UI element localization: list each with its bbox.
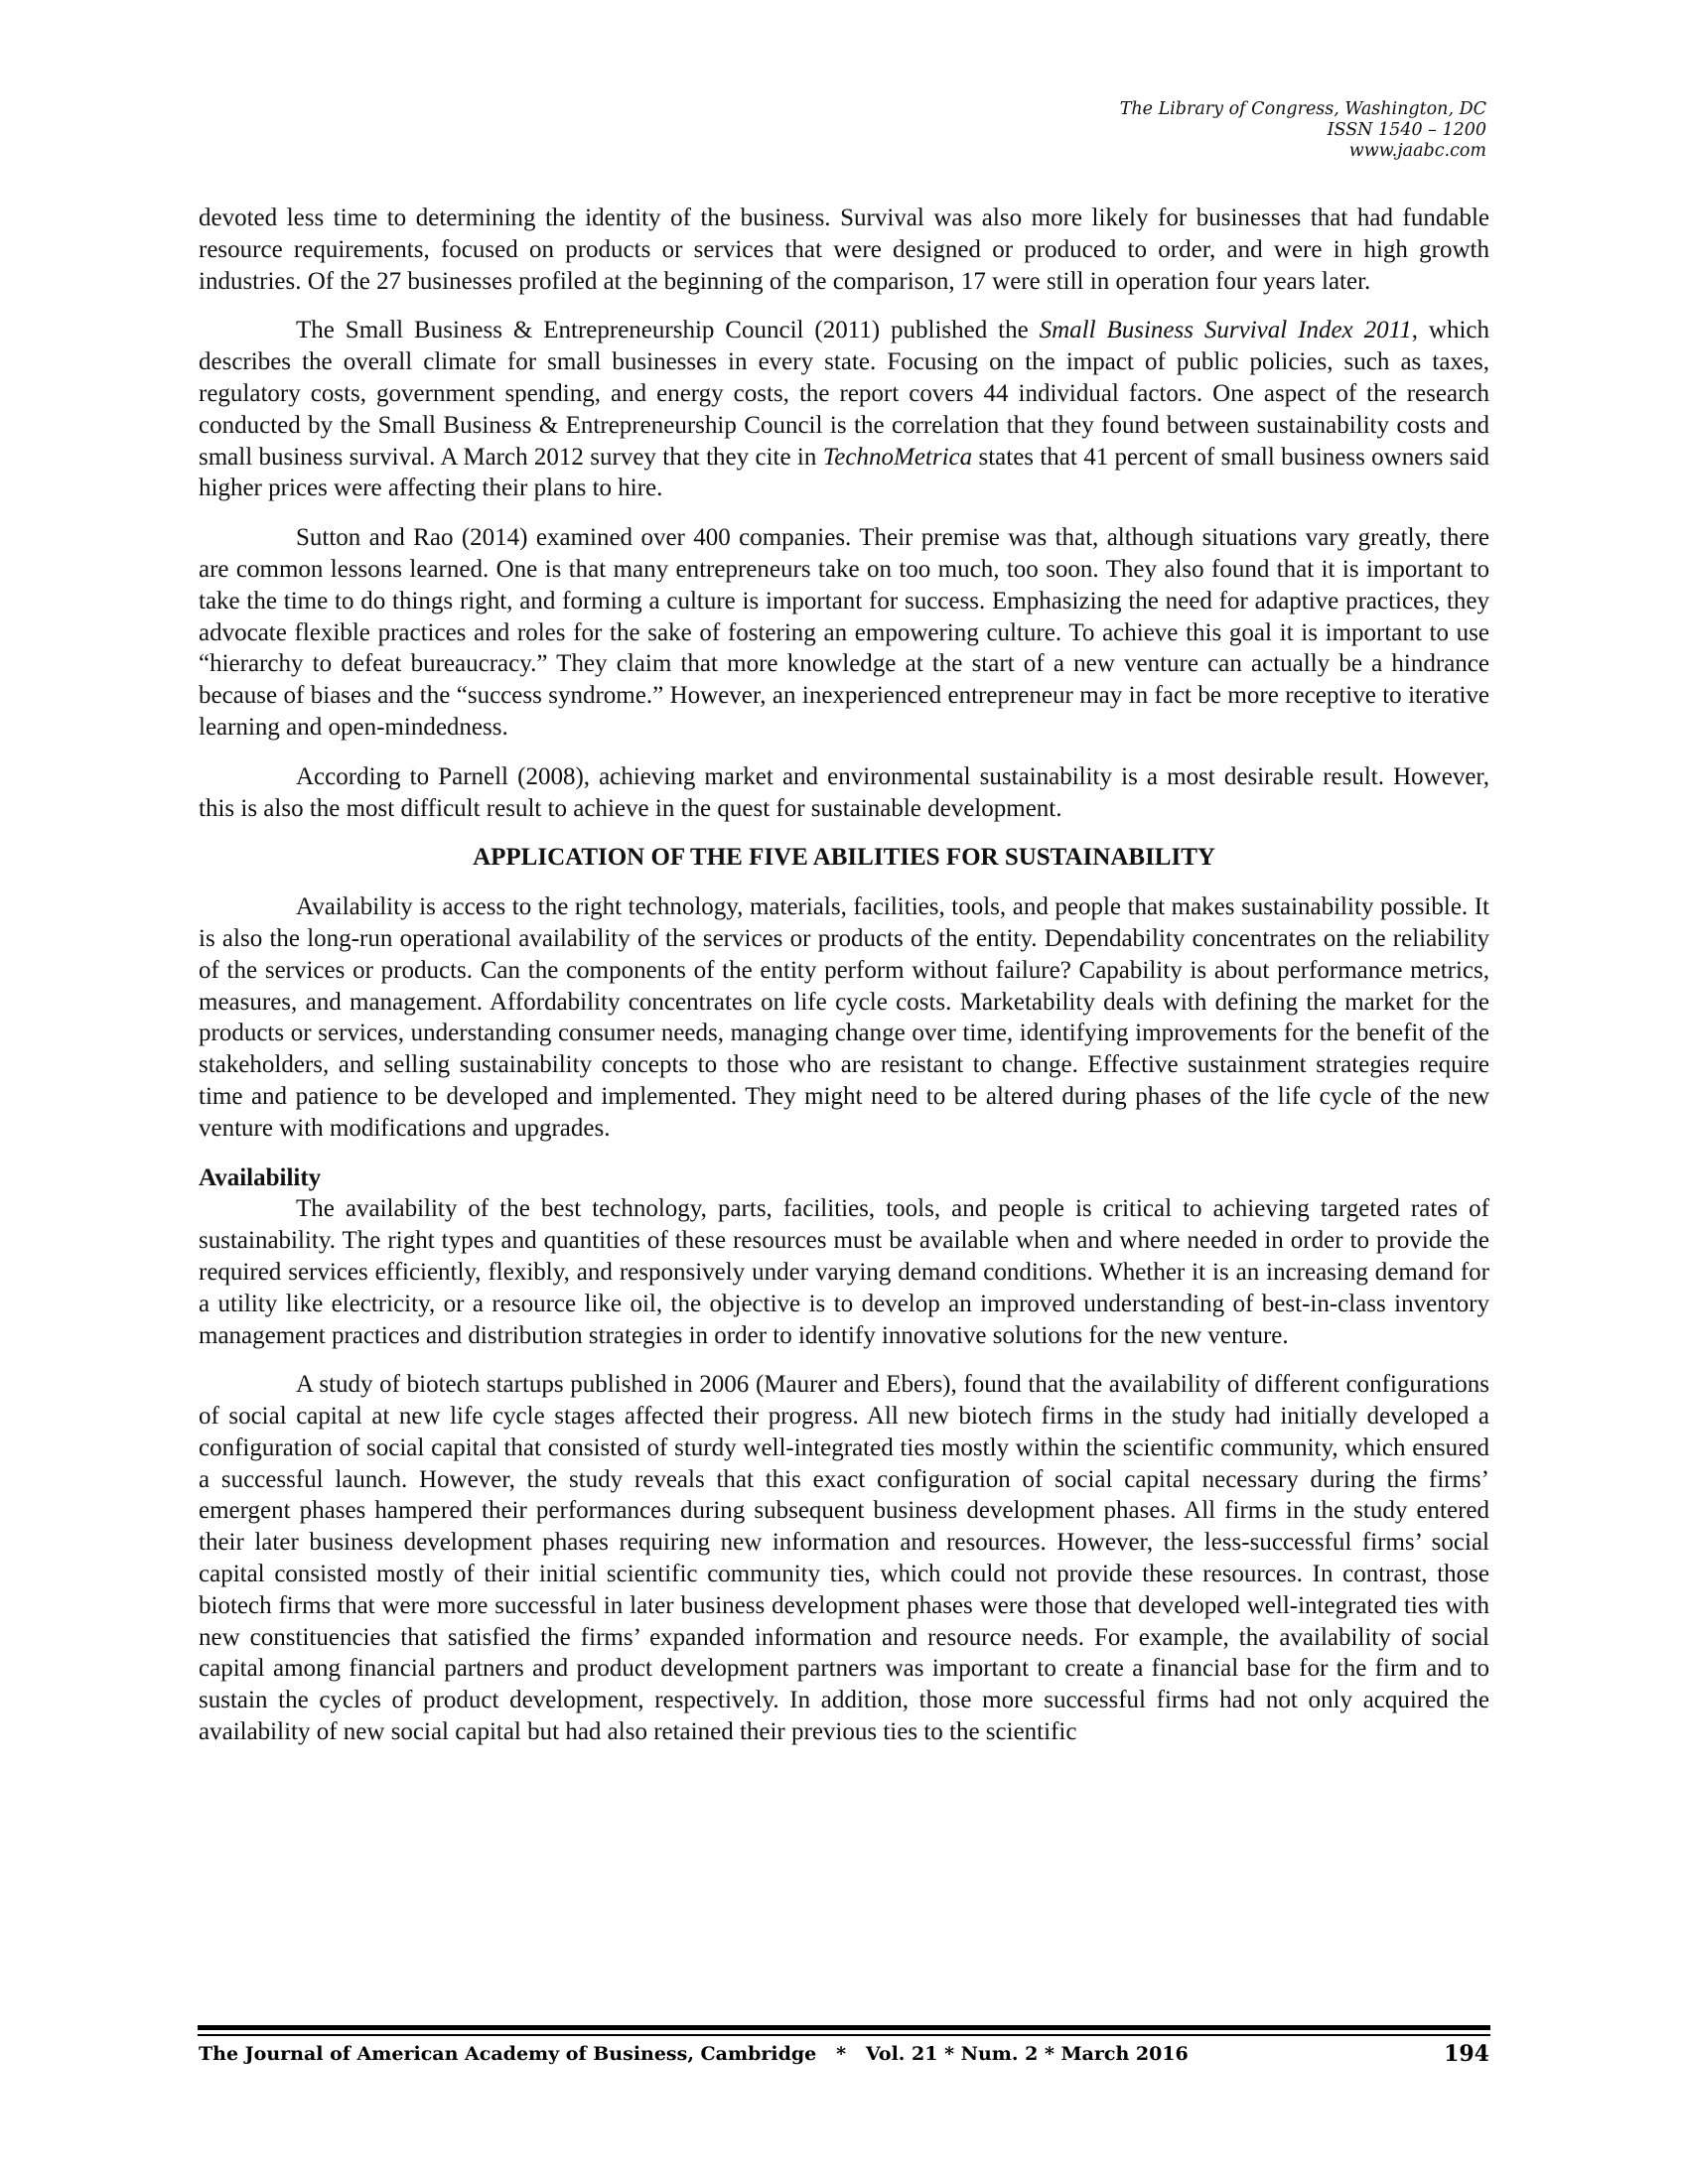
article-body — [199, 203, 1489, 1748]
paragraph-availability: The availability of the best technology, parts, facilities, tools, and people is critical to achieving targeted rates of sustainability. The right types and quantities of these resources must be available when and where needed in order to provide the required services efficiently, flexibly, and responsively under varying demand conditions. Whether it is an increasing demand for a utility like electricity, or a resource like oil, the objective is to develop an improved understanding of best-in-class inventory management practices and distribution strategies in order to identify innovative solutions for the new venture. — [199, 1195, 1489, 1349]
footer-rule-thin — [198, 2034, 1490, 2036]
section-heading: APPLICATION OF THE FIVE ABILITIES FOR SUSTAINABILITY — [473, 844, 1215, 872]
header-publisher-line: The Library of Congress, Washington, DC — [1119, 99, 1486, 119]
page-number: 194 — [1444, 2041, 1489, 2067]
paragraph-text: The Small Business & Entrepreneurship Council (2011) published the — [296, 317, 1040, 344]
publication-title: Small Business Survival Index 2011 — [1039, 317, 1412, 344]
paragraph-text: , which describes the overall climate for small businesses in every state. Focusing on the impact of public policies, such as taxes, regulatory costs, government spending, and energy costs, the report covers 44 individual factors. One aspect of the research conducted by the Small Business & Entrepreneurship Council is the correlation that they found between sustainability costs and small business survival. A March 2012 survey that they cite in — [199, 317, 1489, 471]
subsection-heading: Availability — [199, 1163, 322, 1191]
paragraph-sbec-index — [199, 315, 1489, 504]
paragraph-sutton-rao: Sutton and Rao (2014) examined over 400 companies. Their premise was that, although situations vary greatly, there are common lessons learned. One is that many entrepreneurs take on too much, too soon. They also found that it is important to take the time to do things right, and forming a culture is important for success. Emphasizing the need for adaptive practices, they advocate flexible practices and roles for the sake of fostering an empowering culture. To achieve this goal it is important to use “hierarchy to defeat bureaucracy.” They claim that more knowledge at the start of a new venture can actually be a hindrance because of biases and the “success syndrome.” However, an inexperienced entrepreneur may in fact be more receptive to iterative learning and open-mindedness. — [199, 524, 1489, 741]
paragraph-text: states that 41 percent of small business owners said higher prices were affecting their plans to hire. — [199, 443, 1489, 502]
paragraph-parnell: According to Parnell (2008), achieving market and environmental sustainability is a most desirable result. However, this is also the most difficult result to achieve in the quest for sustainable development. — [199, 762, 1489, 822]
paragraph-biotech-study: A study of biotech startups published in 2006 (Maurer and Ebers), found that the availability of different configurations of social capital at new life cycle stages affected their progress. All new biotech firms in the study had initially developed a configuration of social capital that consisted of sturdy well-integrated ties mostly within the scientific community, which ensured a successful launch. However, the study reveals that this exact configuration of social capital necessary during the firms’ emergent phases hampered their performances during subsequent business development phases. All firms in the study entered their later business development phases requiring new information and resources. However, the less-successful firms’ social capital consisted mostly of their initial scientific community ties, which could not provide these resources. In contrast, those biotech firms that were more successful in later business development phases were those that developed well-integrated ties with new constituencies that satisfied the firms’ expanded information and resource needs. For example, the availability of social capital among financial partners and product development partners was important to create a financial base for the firm and to sustain the cycles of product development, respectively. In addition, those more successful firms had not only acquired the availability of new social capital but had also retained their previous ties to the scientific — [199, 1371, 1489, 1746]
footer-rule-thick — [198, 2025, 1490, 2030]
footer-journal-citation: The Journal of American Academy of Business, Cambridge * Vol. 21 * Num. 2 * March 2016 — [199, 2043, 1189, 2065]
running-header — [1120, 99, 1486, 162]
header-website-line: www.jaabc.com — [1348, 141, 1486, 161]
paragraph-continuation: devoted less time to determining the identity of the business. Survival was also more likely for businesses that had fundable resource requirements, focused on products or services that were designed or produced to order, and were in high growth industries. Of the 27 businesses profiled at the beginning of the comparison, 17 were still in operation four years later. — [199, 205, 1489, 295]
source-title: TechnoMetrica — [822, 443, 973, 471]
header-issn-line: ISSN 1540 – 1200 — [1327, 120, 1486, 140]
paragraph-five-abilities: Availability is access to the right technology, materials, facilities, tools, and people that makes sustainability possible. It is also the long-run operational availability of the services or products of the entity. Dependability concentrates on the reliability of the services or products. Can the components of the entity perform without failure? Capability is about performance metrics, measures, and management. Affordability concentrates on life cycle costs. Marketability deals with defining the market for the products or services, understanding consumer needs, managing change over time, identifying improvements for the benefit of the stakeholders, and selling sustainability concepts to those who are resistant to change. Effective sustainment strategies require time and patience to be developed and implemented. They might need to be altered during phases of the life cycle of the new venture with modifications and upgrades. — [199, 893, 1489, 1142]
